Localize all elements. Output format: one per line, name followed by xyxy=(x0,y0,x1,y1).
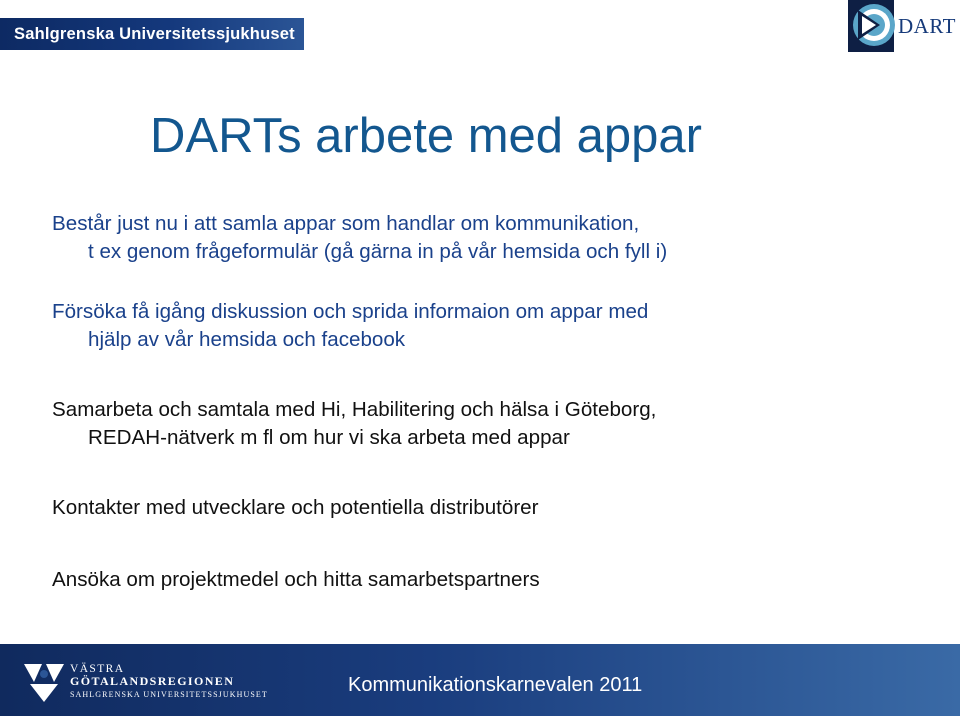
bullet-line: Ansöka om projektmedel och hitta samarbetspartners xyxy=(52,568,540,591)
footer-organization xyxy=(70,664,268,700)
bullet-item-4 xyxy=(52,494,539,522)
bullet-item-3 xyxy=(52,396,656,452)
banner-text: Sahlgrenska Universitetssjukhuset xyxy=(14,25,295,43)
footer-org-line-3: SAHLGRENSKA UNIVERSITETSSJUKHUSET xyxy=(70,690,268,699)
top-banner xyxy=(0,18,304,50)
footer-bar xyxy=(0,644,960,716)
bullet-item-5 xyxy=(52,566,540,594)
bullet-line: Försöka få igång diskussion och sprida informaion om appar med xyxy=(52,300,649,323)
bullet-line: Består just nu i att samla appar som handlar om kommunikation, xyxy=(52,212,640,235)
bullet-item-1 xyxy=(52,210,667,266)
footer-org-line-1: VÄSTRA xyxy=(70,663,125,675)
bullet-line-continued: REDAH-nätverk m fl om hur vi ska arbeta med appar xyxy=(88,426,570,449)
bullet-line-continued: hjälp av vår hemsida och facebook xyxy=(88,328,406,351)
vgr-logo-icon xyxy=(20,658,68,704)
bullet-line: Kontakter med utvecklare och potentiella distributörer xyxy=(52,496,539,519)
footer-org-line-2: GÖTALANDSREGIONEN xyxy=(70,674,235,688)
slide-title: DARTs arbete med appar xyxy=(150,109,702,163)
bullet-line: Samarbeta och samtala med Hi, Habilitering och hälsa i Göteborg, xyxy=(52,398,657,421)
bullet-item-2 xyxy=(52,298,648,354)
dart-logo-text: DART xyxy=(898,14,956,38)
bullet-line-continued: t ex genom frågeformulär (gå gärna in på vår hemsida och fyll i) xyxy=(88,240,668,263)
footer-event-name: Kommunikationskarnevalen 2011 xyxy=(348,674,643,696)
